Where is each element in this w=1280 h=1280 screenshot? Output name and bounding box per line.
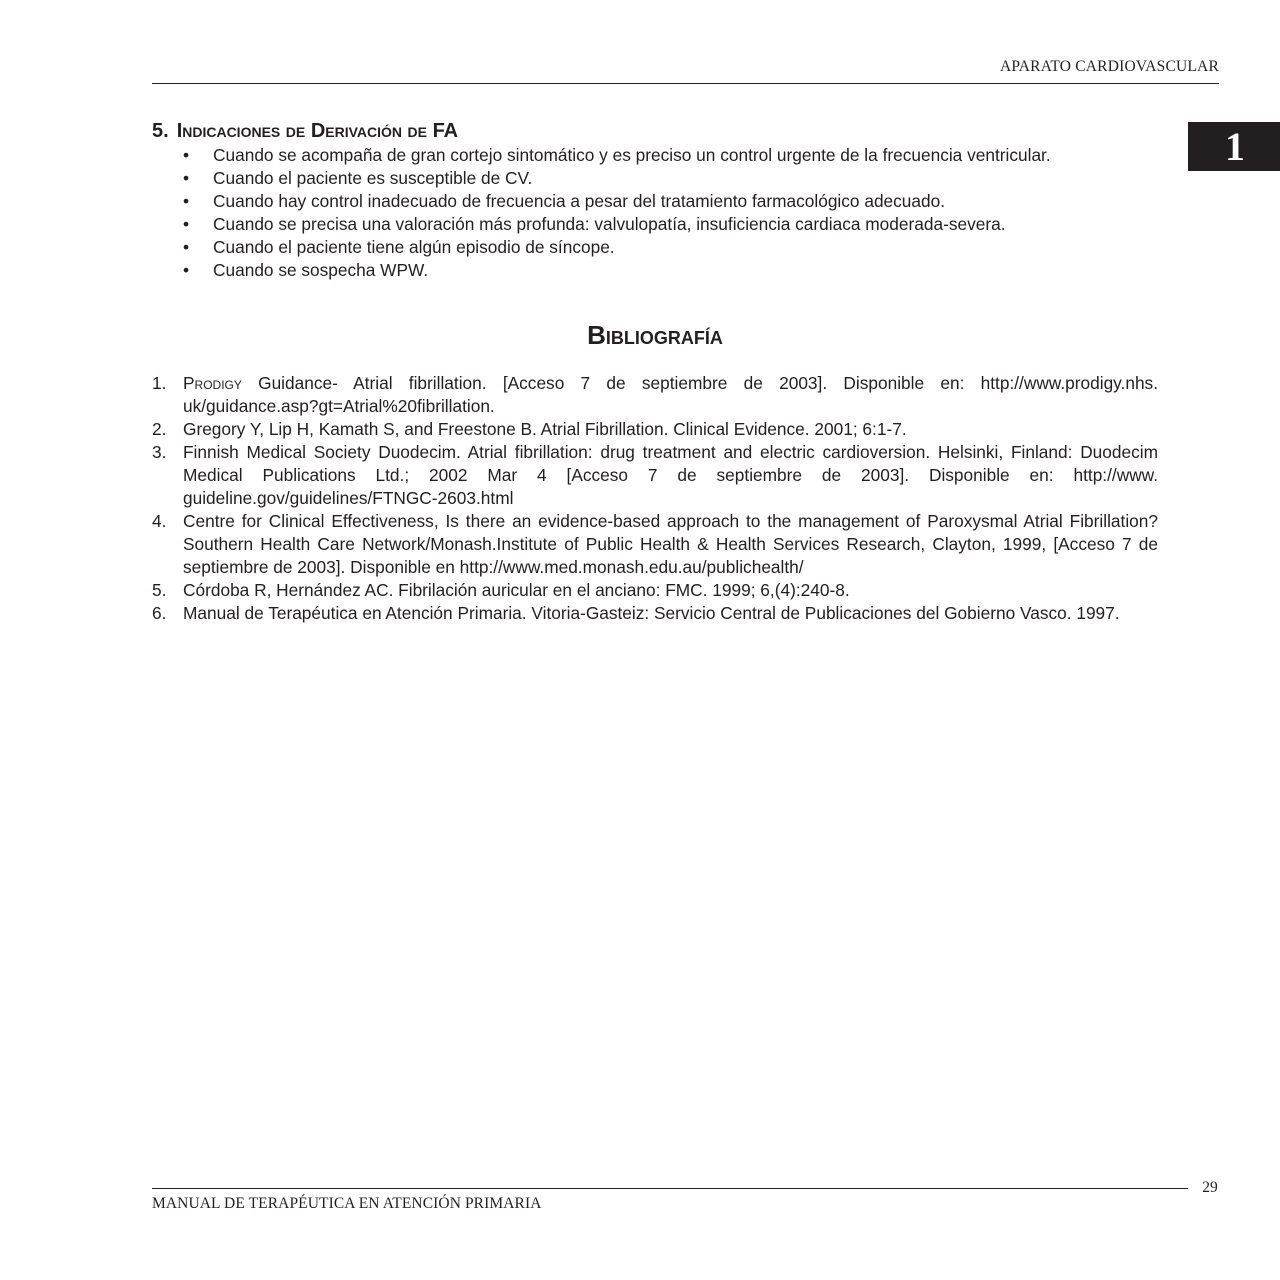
reference-item [152,441,1158,510]
reference-text: Centre for Clinical Effectiveness, Is there an evidence-based approach to the management of Paroxysmal Atrial Fibrillation? Southern Health Care Network/Monash.Institute of Public Health & Health Services Research, Clayton, 1999, [Acceso 7 de septiembre de 2003]. Disponible en http://www.med.monash.edu.au/publichealth/ [183,511,1158,577]
list-item-text: Cuando se precisa una valoración más profunda: valvulopatía, insuficiencia cardiaca moderada-severa. [213,214,1006,234]
bibliography-title: Bibliografía [587,320,723,350]
reference-number: 6. [152,603,167,623]
reference-text: Córdoba R, Hernández AC. Fibrilación auricular en el anciano: FMC. 1999; 6,(4):240-8. [183,580,850,600]
reference-item [152,510,1158,579]
list-item-text: Cuando se sospecha WPW. [213,260,429,280]
reference-text: Gregory Y, Lip H, Kamath S, and Freestone B. Atrial Fibrillation. Clinical Evidence. 2001; 6:1-7. [183,419,907,439]
header-rule [152,83,1219,84]
list-item [183,190,1051,213]
list-item-text: Cuando hay control inadecuado de frecuencia a pesar del tratamiento farmacológico adecuado. [213,191,946,211]
reference-item [152,418,1158,441]
list-item-text: Cuando se acompaña de gran cortejo sintomático y es preciso un control urgente de la frecuencia ventricular. [213,145,1051,165]
footer-rule [152,1188,1188,1189]
bullet-icon: • [183,145,190,165]
section-heading [152,118,458,144]
bullet-icon: • [183,260,190,280]
section-title: Indicaciones de Derivación de FA [176,120,459,142]
reference-number: 4. [152,511,167,531]
reference-item [152,579,1158,602]
reference-list [152,372,1158,625]
reference-item [152,372,1158,418]
reference-text: Guidance- Atrial fibrillation. [Acceso 7 de septiembre de 2003]. Disponible en: http://www.prodigy.nhs. uk/guidance.asp?gt=Atrial%20fibrillation. [183,373,1158,416]
bullet-icon: • [183,191,190,211]
list-item [183,236,1051,259]
page-number: 29 [1202,1179,1218,1196]
indications-list [183,144,1051,282]
running-header: APARATO CARDIOVASCULAR [999,58,1219,75]
running-footer: MANUAL DE TERAPÉUTICA EN ATENCIÓN PRIMARIA [152,1195,542,1212]
list-item [183,213,1051,236]
reference-number: 1. [152,373,167,393]
list-item [183,144,1051,167]
bullet-icon: • [183,237,190,257]
reference-text: Finnish Medical Society Duodecim. Atrial fibrillation: drug treatment and electric cardioversion. Helsinki, Finland: Duodecim Medical Publications Ltd.; 2002 Mar 4 [Acceso 7 de septiembre de 2003]. Disponible en: http://www. guideline.gov/guidelines/FTNGC-2603.html [183,442,1158,508]
chapter-tab: 1 [1188,122,1280,171]
list-item-text: Cuando el paciente tiene algún episodio de síncope. [213,237,615,257]
list-item [183,167,1051,190]
list-item [183,259,1051,282]
reference-number: 3. [152,442,167,462]
section-number: 5. [152,120,169,142]
bullet-icon: • [183,214,190,234]
reference-item [152,602,1158,625]
reference-text: Manual de Terapéutica en Atención Primaria. Vitoria-Gasteiz: Servicio Central de Publicaciones del Gobierno Vasco. 1997. [183,603,1120,623]
reference-number: 2. [152,419,167,439]
bullet-icon: • [183,168,190,188]
reference-number: 5. [152,580,167,600]
reference-prefix: Prodigy [183,373,242,393]
list-item-text: Cuando el paciente es susceptible de CV. [213,168,533,188]
